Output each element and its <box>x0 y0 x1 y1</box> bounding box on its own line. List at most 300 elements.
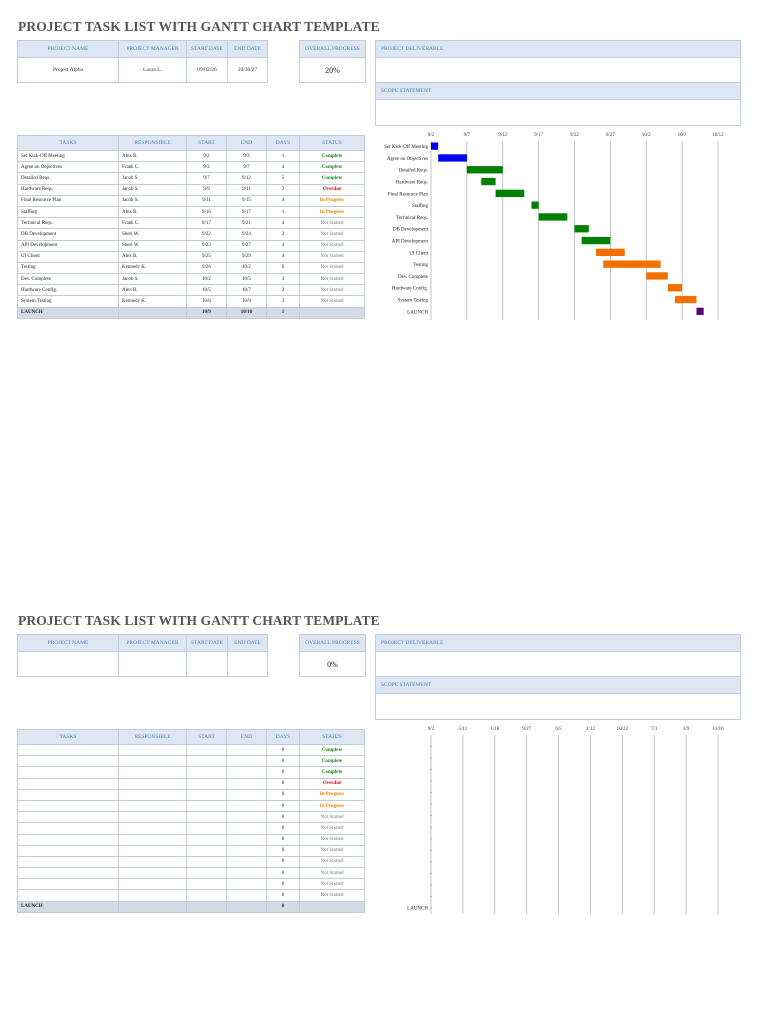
launch-status-cell[interactable] <box>300 901 365 912</box>
task-end-cell[interactable] <box>227 879 267 890</box>
task-responsible-cell[interactable]: Jacob S. <box>119 274 187 285</box>
task-start-cell[interactable] <box>187 778 227 789</box>
scope-statement-field[interactable] <box>376 100 740 125</box>
task-status-cell[interactable]: Not Started <box>300 823 365 834</box>
col-status: STATUS <box>300 136 365 151</box>
x-tick-label: 1/18 <box>490 727 500 732</box>
task-days-cell[interactable]: 6 <box>267 262 300 273</box>
launch-task-cell[interactable]: LAUNCH <box>18 901 119 912</box>
task-responsible-cell[interactable] <box>119 745 187 756</box>
start-date-cell[interactable]: 09/02/26 <box>187 58 228 83</box>
task-responsible-cell[interactable]: Alex B. <box>119 285 187 296</box>
header-overall-progress: OVERALL PROGRESS <box>300 635 366 652</box>
scope-statement-box <box>375 82 741 126</box>
project-deliverable-label: PROJECT DELIVERABLE <box>376 635 740 652</box>
task-days-cell[interactable]: 4 <box>267 240 300 251</box>
y-category-label: Detailed Reqs. <box>398 168 428 174</box>
table-row <box>18 778 365 789</box>
table-row <box>18 745 365 756</box>
col-tasks: TASKS <box>18 136 119 151</box>
header-project-name: PROJECT NAME <box>18 41 119 58</box>
task-status-cell[interactable]: Not Started <box>300 274 365 285</box>
task-status-cell[interactable]: Complete <box>300 173 365 184</box>
task-days-cell[interactable]: 0 <box>267 856 300 867</box>
task-status-cell[interactable]: In Progress <box>300 789 365 800</box>
table-row <box>18 767 365 778</box>
task-status-cell[interactable]: In Progress <box>300 800 365 811</box>
task-task-cell[interactable]: DB Development <box>18 229 119 240</box>
table-row <box>18 890 365 901</box>
task-status-cell[interactable]: Not Started <box>300 296 365 307</box>
task-responsible-cell[interactable]: Alex B. <box>119 151 187 162</box>
task-end-cell[interactable] <box>227 834 267 845</box>
task-end-cell[interactable]: 9/12 <box>227 173 267 184</box>
task-status-cell[interactable]: Not Started <box>300 240 365 251</box>
task-status-cell[interactable]: Overdue <box>300 778 365 789</box>
task-start-cell[interactable]: 10/6 <box>187 296 227 307</box>
task-days-cell[interactable]: 0 <box>267 890 300 901</box>
task-task-cell[interactable] <box>18 845 119 856</box>
task-days-cell[interactable]: 3 <box>267 296 300 307</box>
gantt-bar <box>438 154 467 161</box>
task-start-cell[interactable] <box>187 767 227 778</box>
header-end-date: END DATE <box>228 41 268 58</box>
launch-start-cell[interactable] <box>187 901 227 912</box>
task-responsible-cell[interactable] <box>119 756 187 767</box>
y-category-label: Hardware Reqs. <box>395 180 428 186</box>
task-start-cell[interactable] <box>187 890 227 901</box>
task-task-cell[interactable]: Dev. Complete <box>18 274 119 285</box>
table-row <box>18 274 365 285</box>
task-days-cell[interactable]: 0 <box>267 778 300 789</box>
gantt-bar <box>481 178 495 185</box>
task-task-cell[interactable] <box>18 756 119 767</box>
task-days-cell[interactable]: 0 <box>267 767 300 778</box>
task-status-cell[interactable]: Not Started <box>300 856 365 867</box>
task-days-cell[interactable]: 2 <box>267 184 300 195</box>
col-days: DAYS <box>267 730 300 745</box>
task-responsible-cell[interactable]: Jacob S. <box>119 184 187 195</box>
y-category-label: Agree on Objectives <box>386 156 428 162</box>
task-task-cell[interactable] <box>18 856 119 867</box>
col-responsible: RESPONSIBLE <box>119 136 187 151</box>
task-end-cell[interactable] <box>227 756 267 767</box>
task-responsible-cell[interactable] <box>119 812 187 823</box>
x-tick-label: 11/16 <box>712 727 724 732</box>
launch-end-cell[interactable]: 10/10 <box>227 307 267 318</box>
project-deliverable-field[interactable] <box>376 652 740 677</box>
task-responsible-cell[interactable]: Kennedy K. <box>119 296 187 307</box>
task-task-cell[interactable] <box>18 868 119 879</box>
task-responsible-cell[interactable]: Alex B. <box>119 251 187 262</box>
table-row <box>18 285 365 296</box>
task-task-cell[interactable]: Hardware Reqs. <box>18 184 119 195</box>
task-status-cell[interactable]: Complete <box>300 151 365 162</box>
project-info-table <box>17 634 268 677</box>
gantt-bar <box>575 225 589 232</box>
task-task-cell[interactable] <box>18 778 119 789</box>
task-start-cell[interactable]: 10/2 <box>187 274 227 285</box>
table-row <box>18 151 365 162</box>
y-category-label: Set Kick-Off Meeting <box>384 145 428 151</box>
table-row <box>18 206 365 217</box>
launch-row <box>18 307 365 318</box>
x-tick-label: 2/12 <box>585 727 595 732</box>
task-task-cell[interactable]: Testing <box>18 262 119 273</box>
gantt-bar <box>696 308 703 315</box>
task-end-cell[interactable]: 9/29 <box>227 251 267 262</box>
task-task-cell[interactable]: Technical Reqs. <box>18 218 119 229</box>
y-category-label: Staffing <box>411 204 428 210</box>
y-category-label: API Development <box>391 239 428 245</box>
overall-progress-table <box>299 634 366 677</box>
start-date-cell[interactable] <box>187 652 228 677</box>
x-tick-label: 9/22 <box>570 133 579 138</box>
task-responsible-cell[interactable] <box>119 823 187 834</box>
header-start-date: START DATE <box>187 635 228 652</box>
task-start-cell[interactable] <box>187 800 227 811</box>
x-tick-label: 5/11 <box>458 727 468 732</box>
table-row <box>18 251 365 262</box>
task-end-cell[interactable] <box>227 812 267 823</box>
task-responsible-cell[interactable] <box>119 800 187 811</box>
project-name-cell[interactable] <box>18 652 119 677</box>
col-days: DAYS <box>267 136 300 151</box>
x-tick-label: 9/2 <box>427 727 435 732</box>
task-status-cell[interactable]: Not Started <box>300 229 365 240</box>
task-end-cell[interactable]: 9/7 <box>227 162 267 173</box>
task-end-cell[interactable] <box>227 800 267 811</box>
task-start-cell[interactable] <box>187 756 227 767</box>
task-responsible-cell[interactable]: Frank C. <box>119 218 187 229</box>
table-row <box>18 296 365 307</box>
table-row <box>18 195 365 206</box>
project-deliverable-field[interactable] <box>376 58 740 83</box>
task-days-cell[interactable]: 0 <box>267 879 300 890</box>
table-row <box>18 240 365 251</box>
task-task-cell[interactable] <box>18 789 119 800</box>
col-start: START <box>187 136 227 151</box>
overall-progress-value[interactable]: 20% <box>300 58 366 83</box>
task-days-cell[interactable]: 4 <box>267 162 300 173</box>
launch-responsible-cell[interactable] <box>119 901 187 912</box>
project-manager-cell[interactable] <box>119 652 187 677</box>
y-category-label: UI Client <box>409 251 428 257</box>
launch-task-cell[interactable]: LAUNCH <box>18 307 119 318</box>
task-responsible-cell[interactable] <box>119 845 187 856</box>
page-title: PROJECT TASK LIST WITH GANTT CHART TEMPLATE <box>18 613 380 628</box>
task-days-cell[interactable]: 2 <box>267 285 300 296</box>
task-responsible-cell[interactable]: Sheri W. <box>119 229 187 240</box>
project-deliverable-box <box>375 634 741 678</box>
task-end-cell[interactable] <box>227 845 267 856</box>
gantt-bar <box>496 190 525 197</box>
task-start-cell[interactable]: 9/25 <box>187 251 227 262</box>
task-status-cell[interactable]: Not Started <box>300 812 365 823</box>
task-task-cell[interactable]: Final Resource Plan <box>18 195 119 206</box>
task-status-cell[interactable]: Complete <box>300 767 365 778</box>
table-row <box>18 879 365 890</box>
task-end-cell[interactable]: 10/9 <box>227 296 267 307</box>
x-tick-label: 10/7 <box>677 133 687 138</box>
task-end-cell[interactable]: 9/11 <box>227 184 267 195</box>
x-tick-label: 9/12 <box>498 133 508 138</box>
x-tick-label: 3/9 <box>682 727 690 732</box>
task-end-cell[interactable] <box>227 789 267 800</box>
gantt-bar <box>596 249 625 256</box>
task-status-cell[interactable]: Complete <box>300 162 365 173</box>
task-end-cell[interactable] <box>227 767 267 778</box>
end-date-cell[interactable] <box>228 652 268 677</box>
table-row <box>18 229 365 240</box>
task-start-cell[interactable]: 9/2 <box>187 151 227 162</box>
task-task-cell[interactable] <box>18 767 119 778</box>
task-responsible-cell[interactable] <box>119 767 187 778</box>
task-end-cell[interactable] <box>227 868 267 879</box>
task-end-cell[interactable]: 9/3 <box>227 151 267 162</box>
task-days-cell[interactable]: 1 <box>267 206 300 217</box>
y-category-label: LAUNCH <box>407 906 428 912</box>
table-row <box>18 184 365 195</box>
col-end: END <box>227 136 267 151</box>
table-row <box>18 868 365 879</box>
task-task-cell[interactable]: System Testing <box>18 296 119 307</box>
task-days-cell[interactable]: 1 <box>267 151 300 162</box>
table-row <box>18 262 365 273</box>
col-tasks: TASKS <box>18 730 119 745</box>
project-deliverable-label: PROJECT DELIVERABLE <box>376 41 740 58</box>
task-end-cell[interactable] <box>227 856 267 867</box>
task-task-cell[interactable]: Staffing <box>18 206 119 217</box>
header-project-manager: PROJECT MANAGER <box>119 41 187 58</box>
header-project-manager: PROJECT MANAGER <box>119 635 187 652</box>
task-responsible-cell[interactable] <box>119 868 187 879</box>
project-info-table <box>17 40 268 83</box>
task-start-cell[interactable]: 9/11 <box>187 195 227 206</box>
y-category-label: System Testing <box>397 298 428 304</box>
task-days-cell[interactable]: 0 <box>267 845 300 856</box>
task-responsible-cell[interactable]: Jacob S. <box>119 195 187 206</box>
task-table <box>17 729 365 913</box>
task-status-cell[interactable]: Complete <box>300 756 365 767</box>
task-end-cell[interactable] <box>227 823 267 834</box>
task-days-cell[interactable]: 0 <box>267 756 300 767</box>
gantt-chart <box>375 128 727 320</box>
task-end-cell[interactable] <box>227 890 267 901</box>
task-task-cell[interactable] <box>18 812 119 823</box>
task-task-cell[interactable] <box>18 879 119 890</box>
task-status-cell[interactable]: Not Started <box>300 845 365 856</box>
task-start-cell[interactable] <box>187 812 227 823</box>
task-days-cell[interactable]: 0 <box>267 812 300 823</box>
task-start-cell[interactable] <box>187 834 227 845</box>
x-tick-label: 9/2 <box>427 133 435 138</box>
x-tick-label: 6/5 <box>555 727 562 732</box>
task-start-cell[interactable] <box>187 868 227 879</box>
table-row <box>18 845 365 856</box>
scope-statement-label: SCOPE STATEMENT <box>376 677 740 694</box>
table-row <box>18 218 365 229</box>
launch-days-cell[interactable]: 0 <box>267 901 300 912</box>
project-manager-cell[interactable]: Laura L. <box>119 58 187 83</box>
task-status-cell[interactable]: In Progress <box>300 195 365 206</box>
task-start-cell[interactable]: 10/5 <box>187 285 227 296</box>
task-status-cell[interactable]: Not Started <box>300 890 365 901</box>
x-tick-label: 7/1 <box>651 727 658 732</box>
task-task-cell[interactable] <box>18 890 119 901</box>
task-responsible-cell[interactable] <box>119 834 187 845</box>
y-category-label: LAUNCH <box>407 310 428 316</box>
task-status-cell[interactable]: Complete <box>300 745 365 756</box>
gantt-bar <box>431 143 438 150</box>
task-days-cell[interactable]: 0 <box>267 823 300 834</box>
gantt-bar <box>646 272 668 279</box>
y-category-label: DB Development <box>392 227 428 233</box>
table-row <box>18 789 365 800</box>
task-task-cell[interactable]: Agree on Objectives <box>18 162 119 173</box>
task-responsible-cell[interactable] <box>119 778 187 789</box>
gantt-bar <box>668 284 682 291</box>
task-end-cell[interactable]: 9/17 <box>227 206 267 217</box>
task-start-cell[interactable]: 9/3 <box>187 162 227 173</box>
task-responsible-cell[interactable] <box>119 879 187 890</box>
task-task-cell[interactable]: Detailed Reqs. <box>18 173 119 184</box>
overall-progress-table <box>299 40 366 83</box>
task-end-cell[interactable]: 9/27 <box>227 240 267 251</box>
task-task-cell[interactable]: Set Kick-Off Meeting <box>18 151 119 162</box>
task-start-cell[interactable] <box>187 845 227 856</box>
y-category-label: Dev. Complete <box>398 274 428 280</box>
project-deliverable-box <box>375 40 741 84</box>
task-responsible-cell[interactable] <box>119 890 187 901</box>
task-days-cell[interactable]: 3 <box>267 274 300 285</box>
task-days-cell[interactable]: 4 <box>267 251 300 262</box>
x-tick-label: 9/27 <box>605 133 615 138</box>
x-tick-label: 9/7 <box>463 133 471 138</box>
task-start-cell[interactable]: 9/16 <box>187 206 227 217</box>
table-row <box>18 800 365 811</box>
task-end-cell[interactable] <box>227 745 267 756</box>
scope-statement-box <box>375 676 741 720</box>
task-end-cell[interactable]: 9/15 <box>227 195 267 206</box>
task-days-cell[interactable]: 0 <box>267 789 300 800</box>
table-row <box>18 834 365 845</box>
launch-row <box>18 901 365 912</box>
task-start-cell[interactable]: 9/9 <box>187 184 227 195</box>
scope-statement-field[interactable] <box>376 694 740 719</box>
task-responsible-cell[interactable] <box>119 789 187 800</box>
table-row <box>18 173 365 184</box>
task-end-cell[interactable]: 10/7 <box>227 285 267 296</box>
task-status-cell[interactable]: Not Started <box>300 262 365 273</box>
task-task-cell[interactable]: Hardware Config. <box>18 285 119 296</box>
task-status-cell[interactable]: Not Started <box>300 834 365 845</box>
task-days-cell[interactable]: 0 <box>267 868 300 879</box>
task-task-cell[interactable] <box>18 745 119 756</box>
task-responsible-cell[interactable]: Kennedy K. <box>119 262 187 273</box>
gantt-bar <box>531 202 538 209</box>
table-row <box>18 812 365 823</box>
task-start-cell[interactable]: 9/17 <box>187 218 227 229</box>
header-overall-progress: OVERALL PROGRESS <box>300 41 366 58</box>
task-start-cell[interactable]: 9/23 <box>187 240 227 251</box>
task-responsible-cell[interactable]: Frank C. <box>119 162 187 173</box>
header-project-name: PROJECT NAME <box>18 635 119 652</box>
table-row <box>18 823 365 834</box>
task-start-cell[interactable]: 9/22 <box>187 229 227 240</box>
task-end-cell[interactable] <box>227 778 267 789</box>
task-responsible-cell[interactable]: Sheri W. <box>119 240 187 251</box>
y-category-label: Testing <box>413 263 428 269</box>
task-end-cell[interactable]: 9/21 <box>227 218 267 229</box>
page-title: PROJECT TASK LIST WITH GANTT CHART TEMPLATE <box>18 19 380 34</box>
task-start-cell[interactable] <box>187 879 227 890</box>
x-tick-label: 10/2 <box>641 133 651 138</box>
task-start-cell[interactable] <box>187 745 227 756</box>
task-start-cell[interactable] <box>187 856 227 867</box>
task-days-cell[interactable]: 2 <box>267 229 300 240</box>
task-responsible-cell[interactable]: Alex B. <box>119 206 187 217</box>
end-date-cell[interactable]: 10/30/27 <box>228 58 268 83</box>
task-task-cell[interactable]: API Development <box>18 240 119 251</box>
launch-days-cell[interactable]: 1 <box>267 307 300 318</box>
task-end-cell[interactable]: 10/5 <box>227 274 267 285</box>
task-end-cell[interactable]: 10/2 <box>227 262 267 273</box>
task-start-cell[interactable]: 9/7 <box>187 173 227 184</box>
y-category-label: Hardware Config. <box>391 286 428 292</box>
task-days-cell[interactable]: 5 <box>267 173 300 184</box>
task-responsible-cell[interactable] <box>119 856 187 867</box>
project-block-2 <box>0 594 768 924</box>
launch-status-cell[interactable] <box>300 307 365 318</box>
task-status-cell[interactable]: Overdue <box>300 184 365 195</box>
task-task-cell[interactable] <box>18 834 119 845</box>
gantt-bar <box>582 237 611 244</box>
launch-start-cell[interactable]: 10/9 <box>187 307 227 318</box>
task-days-cell[interactable]: 4 <box>267 218 300 229</box>
task-task-cell[interactable] <box>18 800 119 811</box>
task-status-cell[interactable]: Not Started <box>300 251 365 262</box>
task-table <box>17 135 365 319</box>
launch-end-cell[interactable] <box>227 901 267 912</box>
task-start-cell[interactable] <box>187 823 227 834</box>
gantt-bar <box>603 261 660 268</box>
task-status-cell[interactable]: In Progress <box>300 206 365 217</box>
task-status-cell[interactable]: Not Started <box>300 868 365 879</box>
task-task-cell[interactable]: UI Client <box>18 251 119 262</box>
task-days-cell[interactable]: 4 <box>267 195 300 206</box>
overall-progress-value[interactable]: 0% <box>300 652 366 677</box>
task-days-cell[interactable]: 0 <box>267 834 300 845</box>
x-tick-label: 10/22 <box>616 727 629 732</box>
task-days-cell[interactable]: 0 <box>267 745 300 756</box>
launch-responsible-cell[interactable] <box>119 307 187 318</box>
task-start-cell[interactable]: 9/26 <box>187 262 227 273</box>
x-tick-label: 9/27 <box>522 727 532 732</box>
task-status-cell[interactable]: Not Started <box>300 218 365 229</box>
header-end-date: END DATE <box>228 635 268 652</box>
x-tick-label: 10/12 <box>712 133 724 138</box>
task-start-cell[interactable] <box>187 789 227 800</box>
project-name-cell[interactable]: Project Alpha <box>18 58 119 83</box>
task-days-cell[interactable]: 0 <box>267 800 300 811</box>
x-tick-label: 9/17 <box>534 133 544 138</box>
task-task-cell[interactable] <box>18 823 119 834</box>
task-status-cell[interactable]: Not Started <box>300 879 365 890</box>
task-status-cell[interactable]: Not Started <box>300 285 365 296</box>
task-responsible-cell[interactable]: Jacob S. <box>119 173 187 184</box>
task-end-cell[interactable]: 9/24 <box>227 229 267 240</box>
